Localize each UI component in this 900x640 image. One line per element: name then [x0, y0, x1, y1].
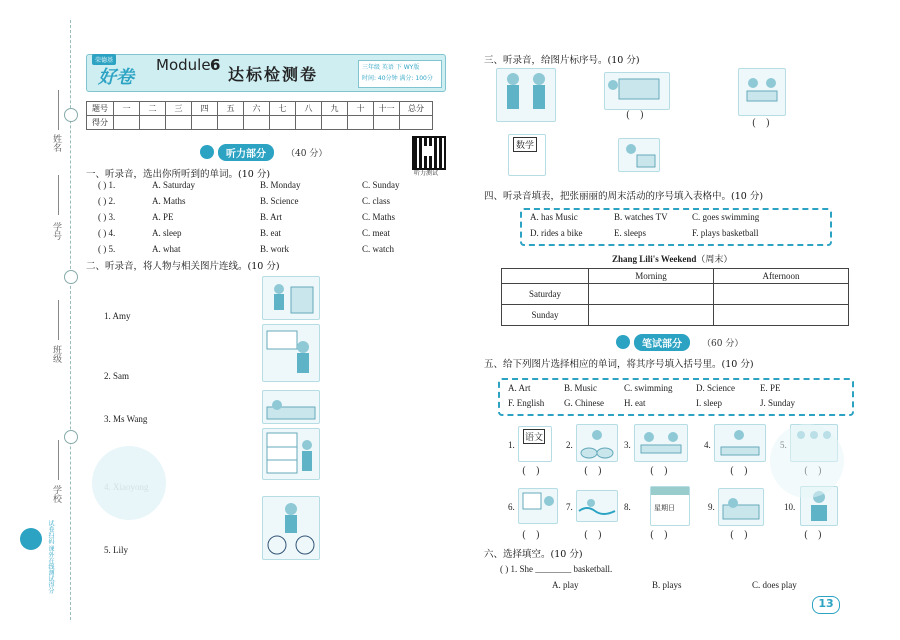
person-lily: 5. Lily: [104, 545, 128, 555]
school-label: 学校: [51, 485, 61, 503]
picture-eating: [634, 424, 688, 462]
q6-option-c: C. does play: [752, 580, 797, 590]
row-sunday: Sunday: [502, 305, 589, 326]
item-number: 7.: [566, 502, 573, 512]
q1-option: B. Art: [260, 212, 283, 222]
person-sam: 2. Sam: [104, 371, 130, 381]
qr-caption: 听力测试: [414, 170, 439, 177]
person-amy: 1. Amy: [104, 311, 131, 321]
q1-option: A. sleep: [152, 228, 182, 238]
item-number: 2.: [566, 440, 573, 450]
class-label: 班级: [51, 345, 61, 363]
q1-option: B. Monday: [260, 180, 301, 190]
pencil-icon: [616, 335, 630, 349]
q1-item-number[interactable]: ( ) 2.: [98, 196, 116, 206]
score-header-cell: 二: [140, 102, 166, 116]
module-label: Module: [156, 56, 211, 74]
col-morning: Morning: [589, 269, 714, 284]
option-i: I. sleep: [696, 398, 722, 408]
score-cell[interactable]: [218, 116, 244, 130]
score-cell[interactable]: [348, 116, 374, 130]
q1-option: A. what: [152, 244, 181, 254]
col-afternoon: Afternoon: [714, 269, 849, 284]
score-header-cell: 七: [270, 102, 296, 116]
score-table: [86, 101, 433, 130]
picture-science-lab: [714, 424, 766, 462]
q6-item1: ( ) 1. She ________ basketball.: [500, 564, 613, 574]
brand-logo: 荣德基 好卷: [90, 54, 152, 88]
option-c: C. swimming: [624, 383, 673, 393]
answer-bracket[interactable]: (): [730, 530, 758, 541]
answer-bracket[interactable]: (): [522, 530, 550, 541]
q1-option: A. Saturday: [152, 180, 195, 190]
q6-option-b: B. plays: [652, 580, 682, 590]
picture-music-class: [262, 276, 320, 320]
option-a: A. Art: [508, 383, 531, 393]
score-cell[interactable]: [166, 116, 192, 130]
q1-option: C. Maths: [362, 212, 396, 222]
q1-item-number[interactable]: ( ) 4.: [98, 228, 116, 238]
q1-heading: 一、听录音，选出你所听到的单词。(10 分): [86, 169, 271, 180]
picture-chinese-book: 语文: [518, 426, 552, 462]
answer-cell[interactable]: [589, 284, 714, 305]
qr-code-icon[interactable]: [412, 136, 446, 170]
score-header-cell: 四: [192, 102, 218, 116]
option-a: A. has Music: [530, 212, 578, 222]
answer-cell[interactable]: [714, 284, 849, 305]
item-number: 8.: [624, 502, 631, 512]
watermark-logo: [770, 424, 844, 498]
test-title: 达标检测卷: [228, 65, 319, 84]
q5-word-box: [498, 378, 854, 416]
answer-bracket[interactable]: (): [584, 466, 612, 477]
answer-bracket[interactable]: (): [626, 110, 654, 121]
item-number: 10.: [784, 502, 796, 512]
q5-heading: 五、给下列图片选择相应的单词，将其序号填入括号里。(10 分): [484, 359, 754, 370]
q1-option: B. Science: [260, 196, 299, 206]
name-label: 姓名: [51, 134, 61, 152]
module-number: 6: [210, 56, 221, 74]
score-cell[interactable]: [192, 116, 218, 130]
score-header-cell: 三: [166, 102, 192, 116]
option-b: B. Music: [564, 383, 598, 393]
picture-riding-bike: [262, 496, 320, 560]
answer-bracket[interactable]: (): [584, 530, 612, 541]
page-number: 13: [812, 596, 840, 614]
side-promo: 试卷扫码 课外在线测试得分: [47, 520, 54, 594]
q6-option-a: A. play: [552, 580, 579, 590]
school-id-label: 学号: [51, 222, 61, 240]
test-meta: 三年级 英语 下 WY版 时间: 40分钟 满分: 100分: [358, 60, 442, 88]
picture-swimming: [576, 490, 618, 522]
answer-bracket[interactable]: (): [650, 466, 678, 477]
item-number: 9.: [708, 502, 715, 512]
score-label: 得分: [87, 116, 114, 130]
q1-option: C. meat: [362, 228, 390, 238]
score-cell[interactable]: [140, 116, 166, 130]
picture-teacher-board: [262, 324, 320, 382]
picture-art-class: [518, 488, 558, 524]
option-h: H. eat: [624, 398, 646, 408]
picture-piano: [604, 72, 670, 110]
q1-item-number[interactable]: ( ) 3.: [98, 212, 116, 222]
answer-bracket[interactable]: (): [804, 530, 832, 541]
q1-option: C. watch: [362, 244, 394, 254]
q1-item-number[interactable]: ( ) 5.: [98, 244, 116, 254]
picture-supermarket: [262, 428, 320, 480]
q6-heading: 六、选择填空。(10 分): [484, 549, 583, 560]
item-number: 3.: [624, 440, 631, 450]
person-ms-wang: 3. Ms Wang: [104, 414, 148, 424]
option-f: F. English: [508, 398, 545, 408]
score-header-cell: 五: [218, 102, 244, 116]
picture-math-book: 数学: [508, 134, 546, 176]
option-c: C. goes swimming: [692, 212, 760, 222]
score-cell[interactable]: [296, 116, 322, 130]
binding-hole: [64, 108, 78, 122]
q1-option: C. class: [362, 196, 390, 206]
option-b: B. watches TV: [614, 212, 668, 222]
picture-reading: [618, 138, 660, 172]
option-f: F. plays basketball: [692, 228, 759, 238]
picture-drums: [576, 424, 618, 462]
score-header-cell: 总分: [400, 102, 433, 116]
picture-sleeping: [262, 390, 320, 424]
writing-section-header: 笔试部分 （60 分）: [616, 334, 766, 350]
score-cell[interactable]: [322, 116, 348, 130]
answer-cell[interactable]: [714, 305, 849, 326]
listening-section-header: 听力部分 （40 分）: [200, 144, 350, 160]
q1-option: C. Sunday: [362, 180, 400, 190]
option-d: D. rides a bike: [530, 228, 583, 238]
headphones-icon: [200, 145, 214, 159]
watermark-logo: [92, 446, 166, 520]
q1-option: B. work: [260, 244, 289, 254]
picture-calendar-sunday: 星期日: [650, 486, 690, 526]
binding-hole: [64, 270, 78, 284]
option-e: E. sleeps: [614, 228, 646, 238]
q3-heading: 三、听录音，给图片标序号。(10 分): [484, 55, 640, 66]
q1-item-number[interactable]: ( ) 1.: [98, 180, 116, 190]
score-cell[interactable]: [400, 116, 433, 130]
score-cell[interactable]: [244, 116, 270, 130]
q1-option: A. PE: [152, 212, 174, 222]
answer-bracket[interactable]: (): [522, 466, 550, 477]
score-cell[interactable]: [114, 116, 140, 130]
q1-option: B. eat: [260, 228, 281, 238]
score-header-cell: 十一: [374, 102, 400, 116]
answer-bracket[interactable]: (): [730, 466, 758, 477]
option-j: J. Sunday: [760, 398, 796, 408]
q2-heading: 二、听录音，将人物与相关图片连线。(10 分): [86, 261, 280, 272]
option-e: E. PE: [760, 383, 781, 393]
score-header-cell: 六: [244, 102, 270, 116]
picture-basketball-boys: [496, 68, 556, 122]
option-d: D. Science: [696, 383, 735, 393]
q1-items: [98, 180, 444, 260]
picture-kids-at-table: [738, 68, 786, 116]
mascot-icon: [20, 528, 42, 550]
weekend-table: [501, 268, 849, 326]
answer-bracket[interactable]: (): [752, 118, 780, 129]
item-number: 6.: [508, 502, 515, 512]
item-number: 1.: [508, 440, 515, 450]
q1-option: A. Maths: [152, 196, 186, 206]
option-g: G. Chinese: [564, 398, 604, 408]
score-header-cell: 十: [348, 102, 374, 116]
answer-cell[interactable]: [589, 305, 714, 326]
item-number: 4.: [704, 440, 711, 450]
score-cell[interactable]: [270, 116, 296, 130]
score-header-cell: 八: [296, 102, 322, 116]
score-header-cell: 九: [322, 102, 348, 116]
picture-sleeping-bed: [718, 488, 764, 526]
score-header-cell: 题号: [87, 102, 114, 116]
q4-heading: 四、听录音填表，把张丽丽的周末活动的序号填入表格中。(10 分): [484, 191, 764, 202]
score-header-cell: 一: [114, 102, 140, 116]
score-cell[interactable]: [374, 116, 400, 130]
table-corner: [502, 269, 589, 284]
binding-margin: [0, 0, 72, 640]
answer-bracket[interactable]: (): [650, 530, 678, 541]
row-saturday: Saturday: [502, 284, 589, 305]
weekend-table-title: Zhang Lili's Weekend（周末）: [612, 254, 733, 264]
binding-hole: [64, 430, 78, 444]
